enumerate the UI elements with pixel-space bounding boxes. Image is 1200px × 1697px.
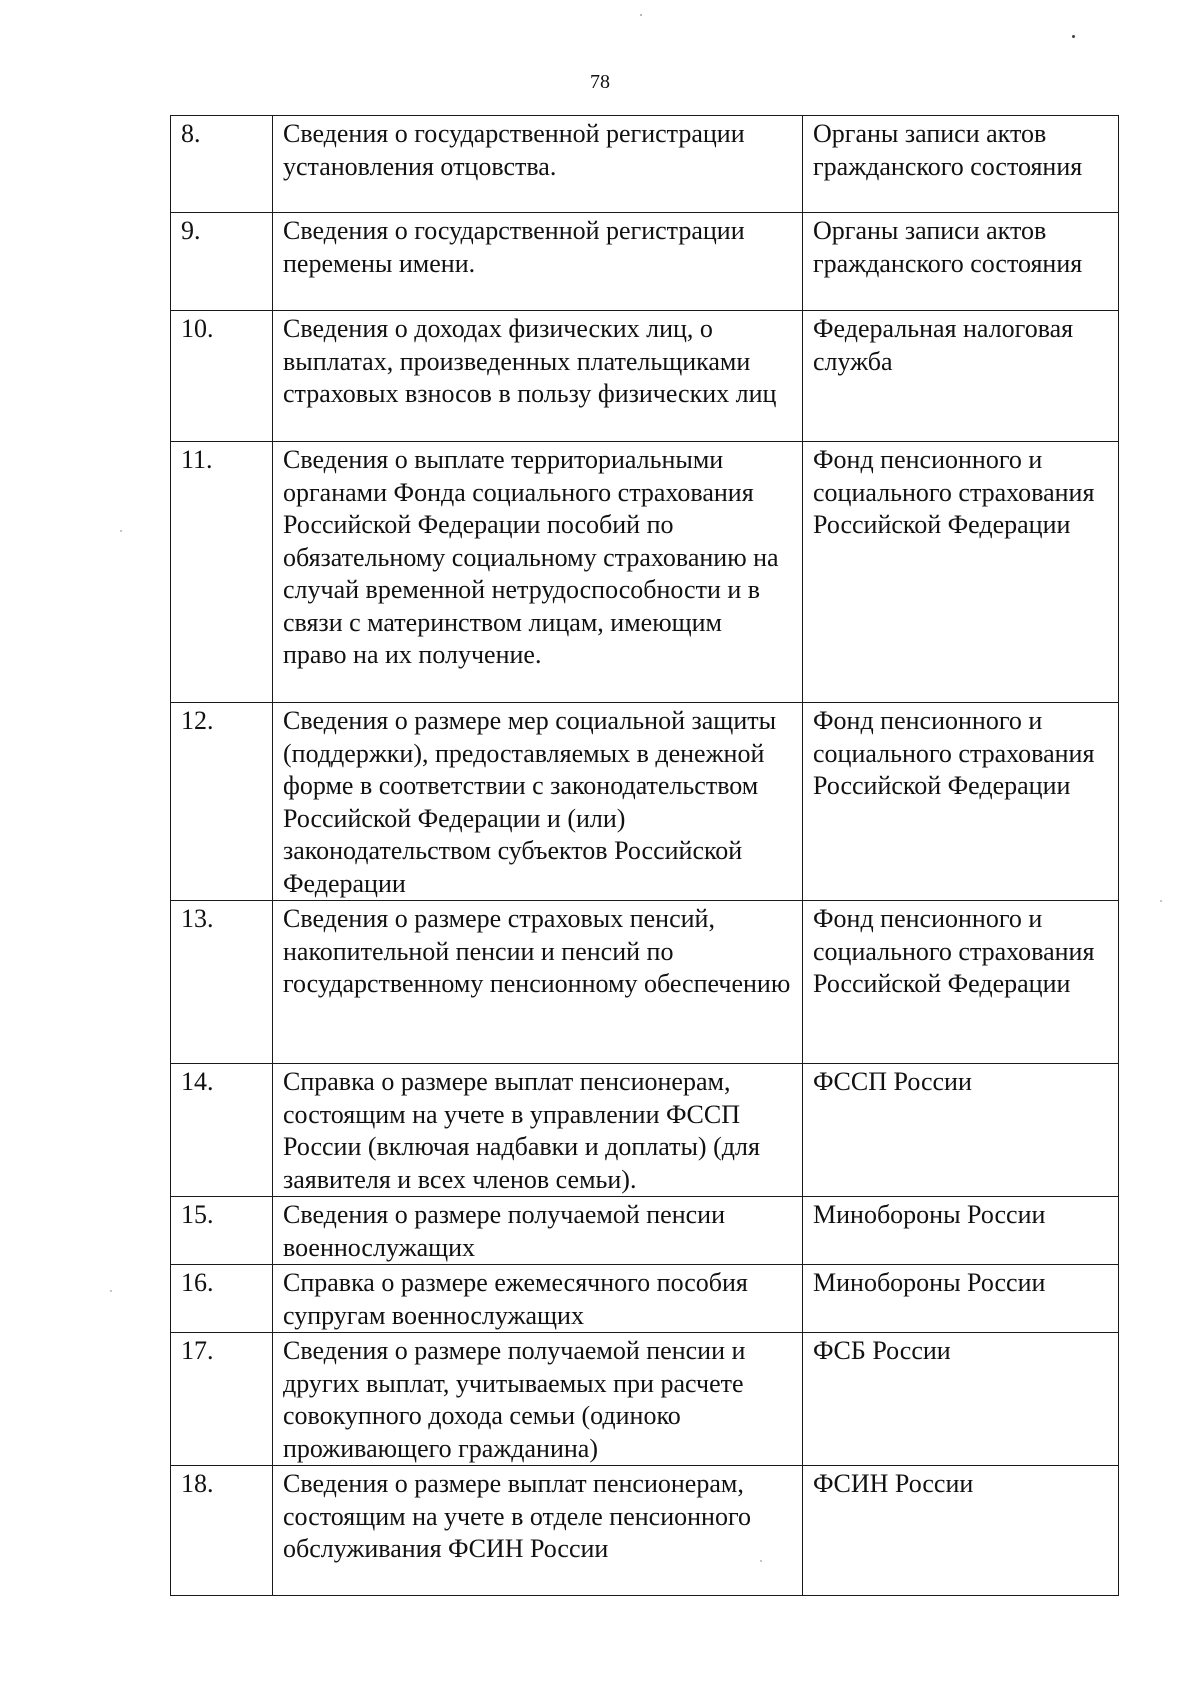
table-row <box>171 1197 1119 1265</box>
row-description: Сведения о доходах физических лиц, о выплатах, произведенных плательщиками страховых взносов в пользу физических лиц <box>273 311 803 442</box>
table-row <box>171 703 1119 901</box>
table-row <box>171 1064 1119 1197</box>
row-source: Органы записи актов гражданского состояния <box>803 116 1119 213</box>
row-description: Сведения о государственной регистрации установления отцовства. <box>273 116 803 213</box>
row-source: Фонд пенсионного и социального страхования Российской Федерации <box>803 442 1119 703</box>
row-number: 9. <box>171 213 273 311</box>
table-row <box>171 311 1119 442</box>
page-number: 78 <box>590 71 610 93</box>
row-number: 17. <box>171 1333 273 1466</box>
row-description: Сведения о выплате территориальными органами Фонда социального страхования Российской Федерации пособий по обязательному социальному страхованию на случай временной нетрудоспособности и в связи с материнством лицам, имеющим право на их получение. <box>273 442 803 703</box>
row-source: ФССП России <box>803 1064 1119 1197</box>
row-source: ФСИН России <box>803 1466 1119 1596</box>
table-row <box>171 1466 1119 1596</box>
table-row <box>171 901 1119 1064</box>
row-number: 12. <box>171 703 273 901</box>
row-source: Фонд пенсионного и социального страхования Российской Федерации <box>803 703 1119 901</box>
row-description: Справка о размере выплат пенсионерам, состоящим на учете в управлении ФССП России (включая надбавки и доплаты) (для заявителя и всех членов семьи). <box>273 1064 803 1197</box>
table-row <box>171 1265 1119 1333</box>
row-description: Сведения о размере получаемой пенсии военнослужащих <box>273 1197 803 1265</box>
row-number: 11. <box>171 442 273 703</box>
scan-speck <box>640 14 642 16</box>
row-source: Органы записи актов гражданского состояния <box>803 213 1119 311</box>
row-number: 14. <box>171 1064 273 1197</box>
row-number: 13. <box>171 901 273 1064</box>
row-description: Сведения о размере получаемой пенсии и других выплат, учитываемых при расчете совокупного дохода семьи (одиноко проживающего гражданина) <box>273 1333 803 1466</box>
scan-speck <box>110 1290 112 1292</box>
row-number: 16. <box>171 1265 273 1333</box>
table-row <box>171 1333 1119 1466</box>
row-number: 10. <box>171 311 273 442</box>
row-source: Минобороны России <box>803 1197 1119 1265</box>
row-description: Справка о размере ежемесячного пособия супругам военнослужащих <box>273 1265 803 1333</box>
row-description: Сведения о размере мер социальной защиты (поддержки), предоставляемых в денежной форме в соответствии с законодательством Российской Федерации и (или) законодательством субъектов Российской Федерации <box>273 703 803 901</box>
scan-speck <box>120 530 122 532</box>
row-description: Сведения о размере выплат пенсионерам, состоящим на учете в отделе пенсионного обслуживания ФСИН России <box>273 1466 803 1596</box>
row-description: Сведения о государственной регистрации перемены имени. <box>273 213 803 311</box>
row-source: Минобороны России <box>803 1265 1119 1333</box>
row-source: ФСБ России <box>803 1333 1119 1466</box>
row-number: 15. <box>171 1197 273 1265</box>
row-description: Сведения о размере страховых пенсий, накопительной пенсии и пенсий по государственному пенсионному обеспечению <box>273 901 803 1064</box>
table-row <box>171 442 1119 703</box>
row-source: Фонд пенсионного и социального страхования Российской Федерации <box>803 901 1119 1064</box>
table-row <box>171 213 1119 311</box>
row-source: Федеральная налоговая служба <box>803 311 1119 442</box>
row-number: 18. <box>171 1466 273 1596</box>
scan-speck <box>760 1560 762 1562</box>
scan-speck <box>1072 35 1075 38</box>
scan-speck <box>1160 900 1162 902</box>
row-number: 8. <box>171 116 273 213</box>
document-table <box>170 115 1119 1596</box>
table-row <box>171 116 1119 213</box>
